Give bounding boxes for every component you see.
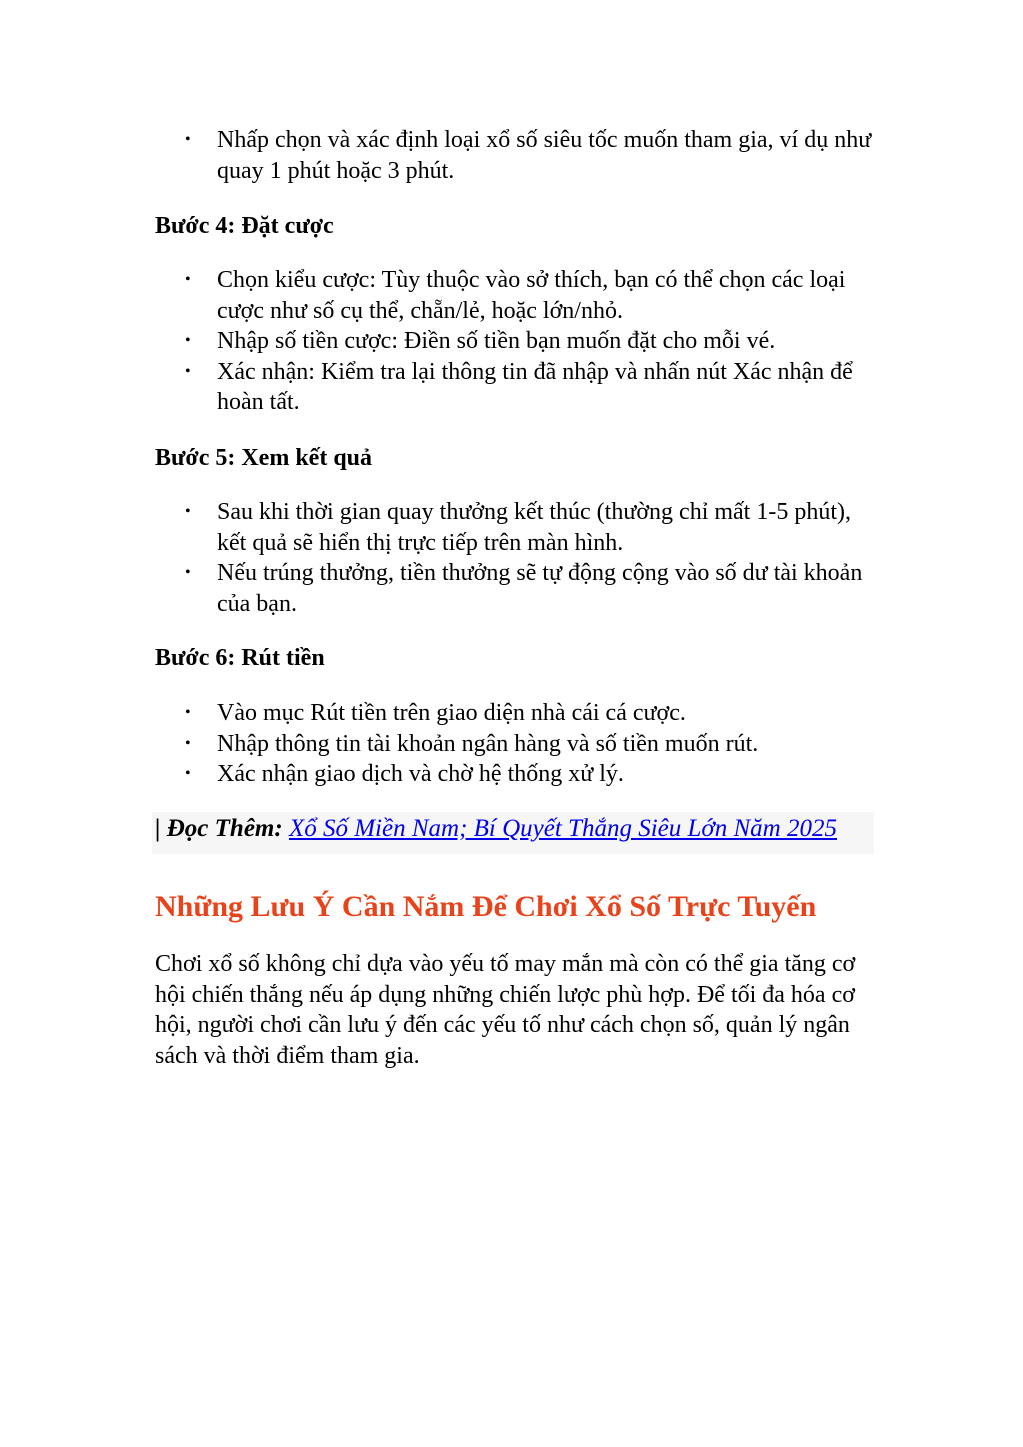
list-item: • Nhấp chọn và xác định loại xổ số siêu tốc muốn tham gia, ví dụ như quay 1 phút hoặc 3 phút. <box>185 127 872 184</box>
section-heading: Những Lưu Ý Cần Nắm Để Chơi Xổ Số Trực Tuyến <box>155 890 817 923</box>
bullet-icon: • <box>185 564 191 581</box>
list-item: • Nếu trúng thưởng, tiền thưởng sẽ tự động cộng vào số dư tài khoản của bạn. <box>185 560 863 617</box>
bullet-list-step5 <box>155 497 873 619</box>
list-item: • Nhập số tiền cược: Điền số tiền bạn muốn đặt cho mỗi vé. <box>155 326 873 357</box>
bullet-icon: • <box>185 131 191 148</box>
bullet-list-step6 <box>155 698 873 790</box>
bullet-icon: • <box>185 734 191 752</box>
bullet-icon: • <box>185 362 191 380</box>
list-item: • Xác nhận: Kiểm tra lại thông tin đã nhập và nhấn nút Xác nhận để hoàn tất. <box>185 358 853 415</box>
list-item: • Nhập thông tin tài khoản ngân hàng và số tiền muốn rút. <box>155 729 873 760</box>
step-4-heading: Bước 4: Đặt cược <box>155 213 334 239</box>
step-5-heading: Bước 5: Xem kết quả <box>155 445 373 471</box>
bullet-icon: • <box>185 765 191 782</box>
bullet-icon: • <box>185 271 191 288</box>
section-paragraph: Chơi xổ số không chỉ dựa vào yếu tố may mắn mà còn có thể gia tăng cơ hội chiến thắng nếu áp dụng những chiến lược phù hợp. Để tối đa hóa cơ hội, người chơi cần lưu ý đến các yếu tố như cách chọn số, quản lý ngân sách và thời điểm tham gia. <box>155 951 856 1069</box>
list-item: • Chọn kiểu cược: Tùy thuộc vào sở thích, bạn có thể chọn các loại cược như số cụ thể, chẵn/lẻ, hoặc lớn/nhỏ. <box>185 267 846 324</box>
list-item: • Sau khi thời gian quay thưởng kết thúc (thường chỉ mất 1-5 phút), kết quả sẽ hiển thị trực tiếp trên màn hình. <box>185 499 851 556</box>
read-more-link[interactable]: Xổ Số Miền Nam; Bí Quyết Thắng Siêu Lớn Năm 2025 <box>288 815 837 842</box>
bullet-list-step3 <box>155 125 873 186</box>
step-6-heading: Bước 6: Rút tiền <box>155 645 325 671</box>
bullet-icon: • <box>185 332 191 349</box>
bullet-list-step4 <box>155 265 873 418</box>
read-more-box <box>152 812 874 854</box>
list-item: • Xác nhận giao dịch và chờ hệ thống xử lý. <box>155 759 873 790</box>
bullet-icon: • <box>185 503 191 520</box>
read-more-label: | Đọc Thêm: <box>155 815 289 842</box>
bullet-icon: • <box>185 704 191 721</box>
list-item: • Vào mục Rút tiền trên giao diện nhà cái cá cược. <box>155 698 873 729</box>
